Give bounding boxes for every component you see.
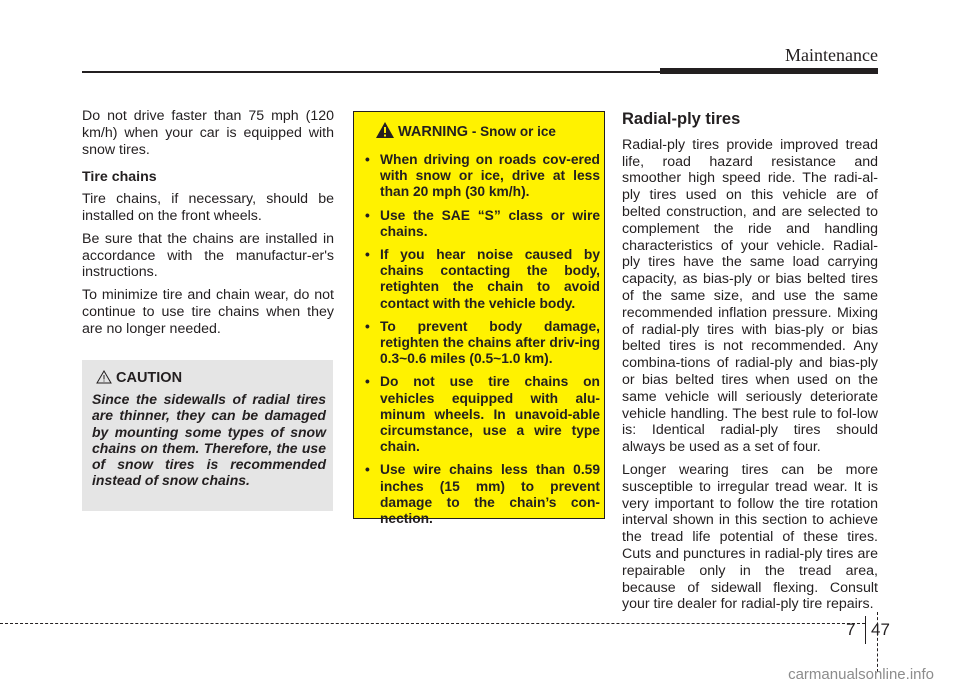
right-column [622,111,878,619]
warning-list [364,152,600,534]
list-item [364,208,600,240]
paragraph: Tire chains, if necessary, should be installed on the front wheels. [82,191,334,224]
caution-box [82,360,333,511]
paragraph: To minimize tire and chain wear, do not continue to use tire chains when they are no longer needed. [82,287,334,337]
header-rule-accent [660,68,878,74]
caution-heading [96,370,182,388]
warning-item-text: If you hear noise caused by chains contacting the body, retighten the chain to avoid contact with the vehicle body. [380,247,600,311]
list-item [364,319,600,368]
warning-sublabel: - Snow or ice [468,124,556,139]
bullet: • [365,462,370,478]
snow-tire-speed-text: Do not drive faster than 75 mph (120 km/h) when your car is equipped with snow tires. [82,108,334,158]
header-title: Maintenance [785,45,878,65]
bullet: • [365,247,370,263]
header-rule [82,71,682,73]
paragraph: Radial-ply tires provide improved tread life, road hazard resistance and smoother high speed ride. The radi-al-ply tires used on this vehicle are of belted construction, and are selected to complement the ride and handling characteristics of your vehicle. Radial-ply tires have the same load carrying capacity, as bias-ply or bias belted tires of the same size, and use the same recommended inflation pressure. Mixing of radial-ply tires with bias-ply or bias belted tires is not recommended. Any combina-tions of radial-ply and bias-ply or bias belted tires when used on the same vehicle will seriously deteriorate vehicle handling. The best rule to fol-low is: Identical radial-ply tires should always be used as a set of four. [622,136,878,456]
warning-heading [398,124,556,140]
bullet: • [365,152,370,167]
caution-text: Since the sidewalls of radial tires are thinner, they can be damaged by mounting some types of snow chains on them. Therefore, the use of snow tires is recommended instead of snow chains. [92,391,326,489]
bullet: • [365,374,370,390]
paragraph: Longer wearing tires can be more susceptible to irregular tread wear. It is very important to follow the tire rotation interval shown in this section to achieve the tread life potential of these tires. Cuts and punctures in radial-ply tires are repairable only in the tread area, because of sidewall flexing. Consult your tire dealer for radial-ply tire repairs. [622,461,878,613]
warning-item-text: Do not use tire chains on vehicles equipped with alu-minum wheels. In unavoid-able circumstance, use a wire type chain. [380,374,600,455]
warning-item-text: Use the SAE “S” class or wire chains. [380,207,600,239]
bullet: • [365,318,370,334]
paragraph: Be sure that the chains are installed in accordance with the manufactur-er's instructions. [82,230,334,281]
bullet: • [365,207,370,223]
footer-rule [0,623,865,624]
list-item [364,152,600,201]
warning-item-text: Use wire chains less than 0.59 inches (15 mm) to prevent damage to the chain’s con-nection. [380,462,600,527]
list-item [364,462,600,527]
left-column [82,108,334,344]
warning-item-text: To prevent body damage, retighten the chains after driv-ing 0.3~0.6 miles (0.5~1.0 km). [380,318,600,367]
caution-triangle-icon [96,370,112,388]
radial-ply-heading: Radial-ply tires [622,110,741,128]
warning-triangle-icon [375,121,395,144]
warning-label: WARNING [398,124,469,140]
list-item [364,374,600,455]
list-item [364,247,600,312]
footer-divider [865,616,866,644]
tire-chains-heading: Tire chains [82,169,157,186]
caution-label: CAUTION [116,370,183,386]
warning-item-text: When driving on roads cov-ered with snow or ice, drive at less than 20 mph (30 km/h). [380,152,600,200]
page-number: 47 [871,620,890,639]
chapter-number: 7 [846,620,856,639]
warning-box [353,111,605,527]
watermark: carmanualsonline.info [788,666,934,683]
